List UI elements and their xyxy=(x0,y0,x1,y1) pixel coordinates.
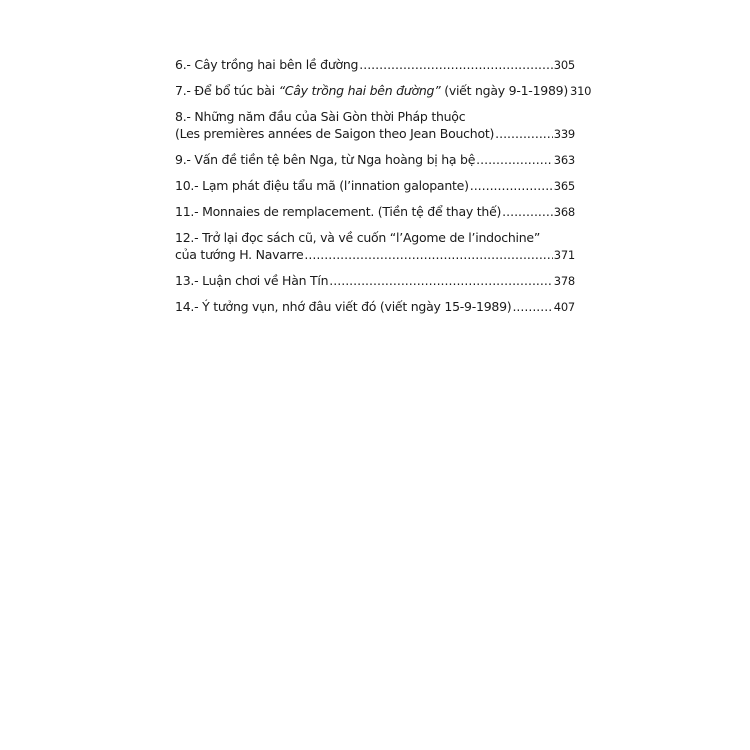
toc-entry-number: 7.- xyxy=(175,83,191,98)
toc-entry-number: 10.- xyxy=(175,178,199,193)
toc-entry-14[interactable] xyxy=(175,298,575,316)
toc-entry-page: 310 xyxy=(570,84,592,98)
toc-entry-7[interactable] xyxy=(175,82,592,100)
toc-entry-title-text: Lạm phát điệu tẩu mã (l’innation galopante) xyxy=(202,178,469,193)
toc-entry-page: 368 xyxy=(553,205,575,219)
toc-row xyxy=(175,56,575,74)
toc-entry-page: 363 xyxy=(553,153,575,167)
toc-entry-number: 13.- xyxy=(175,273,199,288)
toc-entry-title-text: Trở lại đọc sách cũ, và về cuốn “l’Agome de l’indochine” xyxy=(202,230,541,245)
toc-entry-page: 365 xyxy=(553,179,575,193)
toc-entry-11[interactable] xyxy=(175,203,575,221)
dot-leader xyxy=(329,272,553,289)
toc-entry-number: 14.- xyxy=(175,299,199,314)
toc-row xyxy=(175,125,575,143)
toc-entry-title xyxy=(175,56,358,73)
toc-entry-title-text: Monnaies de remplacement. (Tiền tệ để thay thế) xyxy=(202,204,502,219)
dot-leader xyxy=(359,56,553,73)
toc-entry-number: 11.- xyxy=(175,204,199,219)
toc-entry-title-text: Vấn đề tiền tệ bên Nga, từ Nga hoàng bị hạ bệ xyxy=(194,152,476,167)
toc-entry-title-text: Cây trồng hai bên lề đường xyxy=(194,57,359,72)
toc-entry-title-continued: của tướng H. Navarre xyxy=(175,247,304,262)
toc-entry-13[interactable] xyxy=(175,272,575,290)
toc-entry-title xyxy=(175,151,475,168)
toc-row xyxy=(175,298,575,316)
dot-leader xyxy=(502,203,553,220)
toc-entry-title xyxy=(175,82,568,99)
toc-entry-title-text: Để bổ túc bài xyxy=(194,83,275,98)
dot-leader xyxy=(512,298,552,315)
dot-leader xyxy=(495,125,553,142)
toc-entry-8[interactable] xyxy=(175,108,575,143)
toc-entry-page: 339 xyxy=(553,127,575,141)
table-of-contents xyxy=(175,56,592,324)
toc-entry-number: 8.- xyxy=(175,109,191,124)
toc-entry-number: 9.- xyxy=(175,152,191,167)
toc-row xyxy=(175,82,592,100)
toc-entry-number: 6.- xyxy=(175,57,191,72)
toc-entry-title-suffix: (viết ngày 9-1-1989) xyxy=(444,83,569,98)
toc-row xyxy=(175,246,575,264)
toc-entry-title xyxy=(175,177,469,194)
toc-entry-title-continued: (Les premières années de Saigon theo Jean Bouchot) xyxy=(175,126,495,141)
toc-entry-title-text: Những năm đầu của Sài Gòn thời Pháp thuộc xyxy=(194,109,466,124)
toc-entry-title xyxy=(175,229,575,246)
toc-entry-title xyxy=(175,272,328,289)
toc-entry-6[interactable] xyxy=(175,56,575,74)
toc-entry-title-text: Luận chơi về Hàn Tín xyxy=(202,273,329,288)
toc-entry-title xyxy=(175,203,501,220)
dot-leader xyxy=(470,177,553,194)
toc-row xyxy=(175,151,575,169)
toc-entry-title xyxy=(175,298,511,315)
toc-entry-9[interactable] xyxy=(175,151,575,169)
toc-entry-number: 12.- xyxy=(175,230,199,245)
toc-entry-title xyxy=(175,108,575,125)
toc-entry-title-text: Ý tưởng vụn, nhớ đâu viết đó (viết ngày 15-9-1989) xyxy=(202,299,512,314)
toc-entry-10[interactable] xyxy=(175,177,575,195)
toc-entry-page: 371 xyxy=(553,248,575,262)
dot-leader xyxy=(304,246,552,263)
toc-entry-page: 378 xyxy=(553,274,575,288)
toc-entry-page: 407 xyxy=(553,300,575,314)
toc-row xyxy=(175,203,575,221)
toc-row xyxy=(175,177,575,195)
toc-row xyxy=(175,272,575,290)
toc-entry-page: 305 xyxy=(553,58,575,72)
dot-leader xyxy=(476,151,553,168)
toc-entry-title-italic: “Cây trồng hai bên đường” xyxy=(278,83,441,98)
toc-entry-12[interactable] xyxy=(175,229,575,264)
